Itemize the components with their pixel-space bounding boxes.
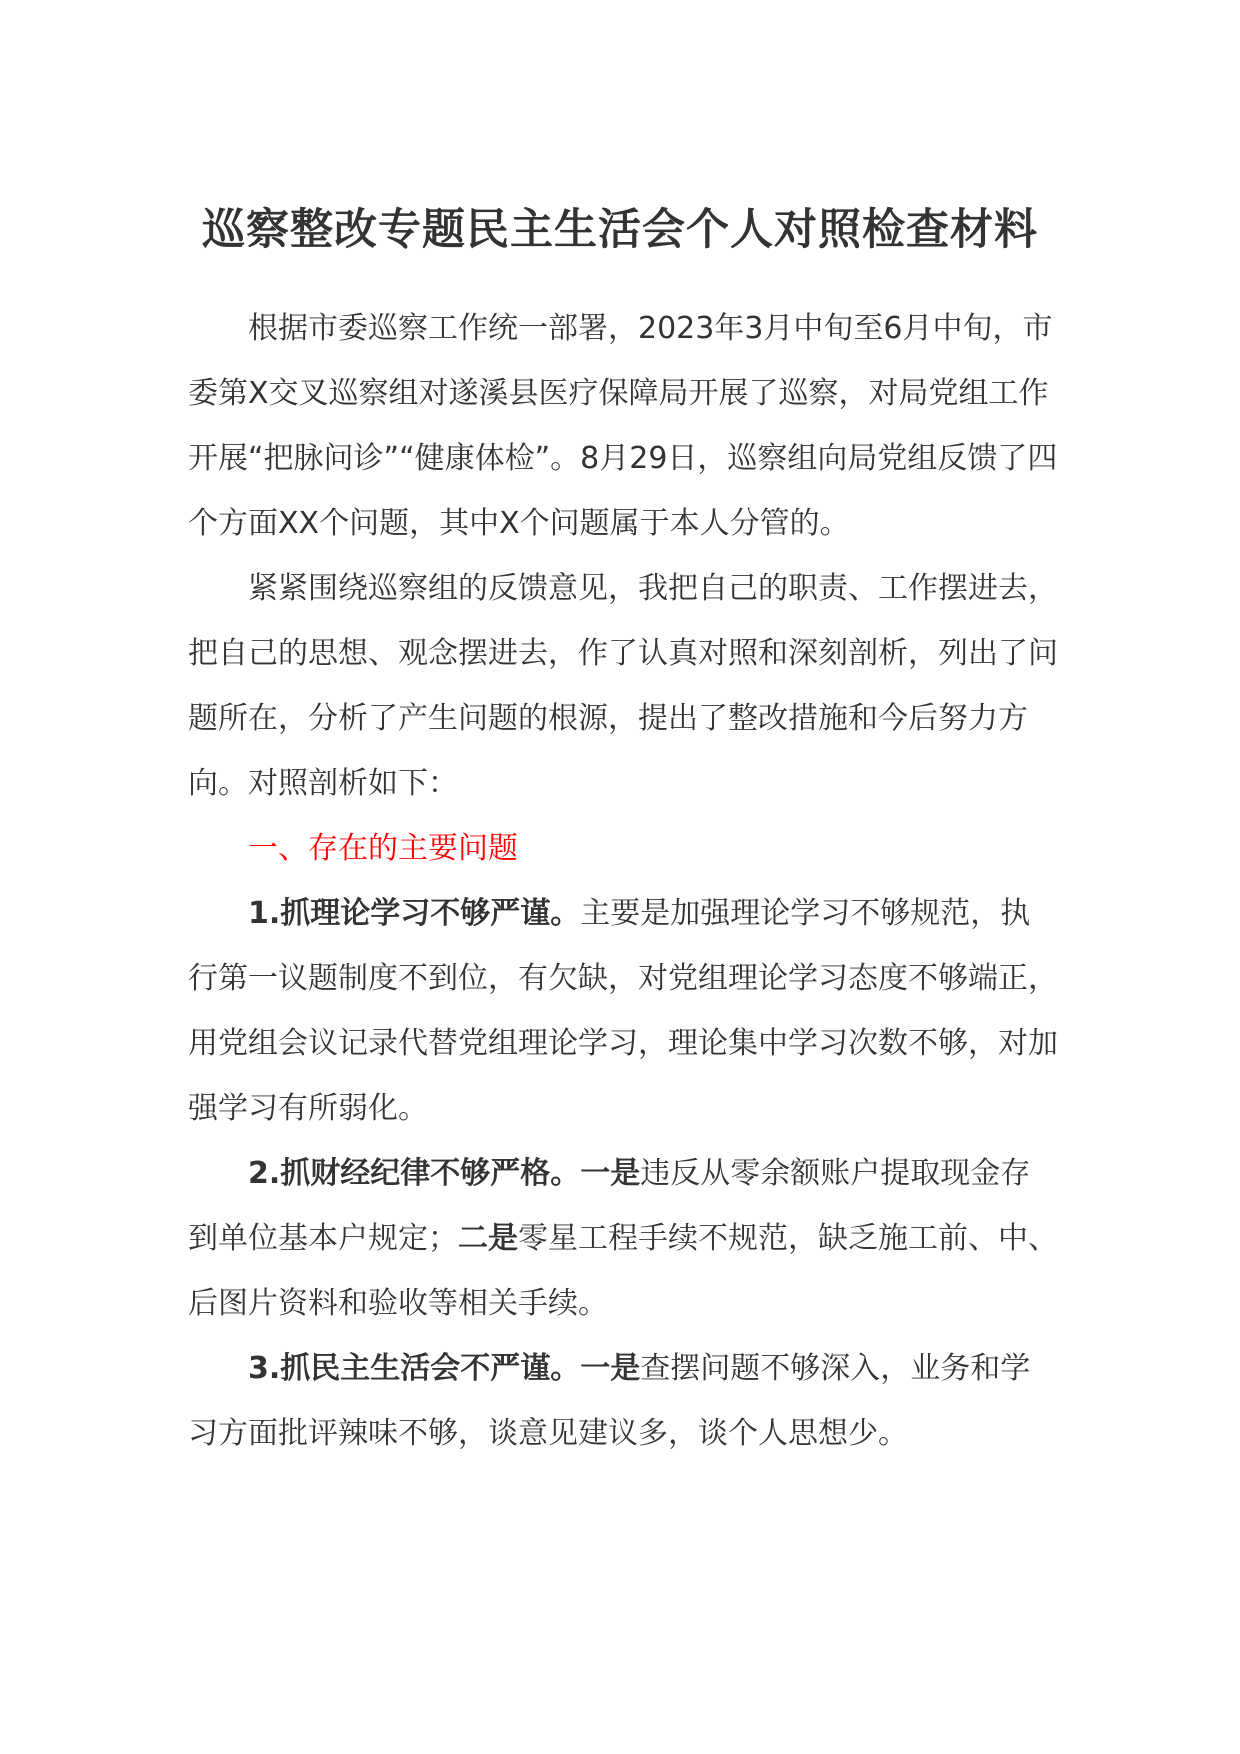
- problem-item-2: [188, 1141, 1058, 1336]
- section-heading-main-problems: 一、存在的主要问题: [248, 831, 518, 866]
- problem-item-1-lead: 1.抓理论学习不够严谨。: [248, 896, 581, 931]
- intro-paragraph-2: 紧紧围绕巡察组的反馈意见，我把自己的职责、工作摆进去，把自己的思想、观念摆进去，作了认真对照和深刻剖析，列出了问题所在，分析了产生问题的根源，提出了整改措施和今后努力方向。对照剖析如下：: [188, 571, 1058, 801]
- intro-paragraph-1: 根据市委巡察工作统一部署，2023年3月中旬至6月中旬，市委第X交叉巡察组对遂溪县医疗保障局开展了巡察，对局党组工作开展“把脉问诊”“健康体检”。8月29日，巡察组向局党组反馈了四个方面XX个问题，其中X个问题属于本人分管的。: [188, 311, 1058, 541]
- problem-item-2-text-1: 违反从零余额账户提取现金存到单位基本户规定；: [188, 1156, 1031, 1256]
- problem-item-1-text: 主要是加强理论学习不够规范，执行第一议题制度不到位，有欠缺，对党组理论学习态度不够端正，用党组会议记录代替党组理论学习，理论集中学习次数不够，对加强学习有所弱化。: [188, 896, 1058, 1126]
- problem-item-3-label-1: 一是: [580, 1351, 641, 1386]
- document-title: 巡察整改专题民主生活会个人对照检查材料: [202, 205, 1038, 255]
- problem-item-1: [188, 881, 1058, 1141]
- problem-item-2-label-2: 二是: [458, 1221, 518, 1256]
- problem-item-2-label-1: 一是: [580, 1156, 641, 1191]
- document-body: [188, 296, 1058, 1466]
- problem-item-2-text-2: 零星工程手续不规范，缺乏施工前、中、后图片资料和验收等相关手续。: [188, 1221, 1058, 1321]
- problem-item-3-text-1: 查摆问题不够深入，业务和学习方面批评辣味不够，谈意见建议多，谈个人思想少。: [188, 1351, 1031, 1451]
- problem-item-3-lead: 3.抓民主生活会不严谨。: [248, 1351, 581, 1386]
- problem-item-3: [188, 1336, 1058, 1466]
- problem-item-2-lead: 2.抓财经纪律不够严格。: [248, 1156, 581, 1191]
